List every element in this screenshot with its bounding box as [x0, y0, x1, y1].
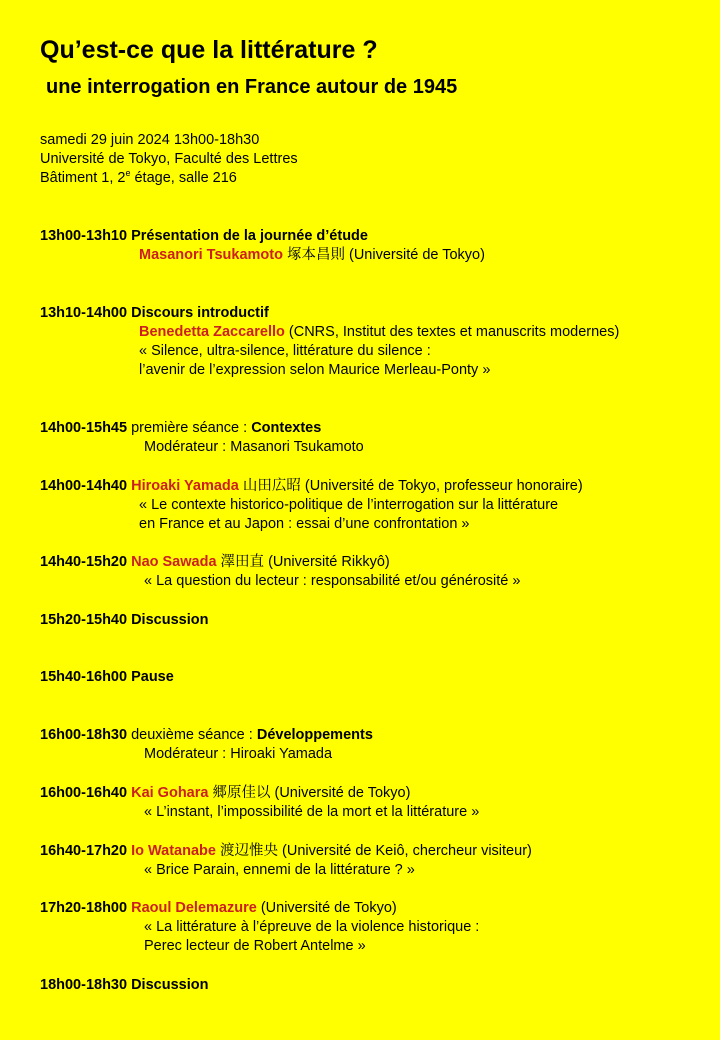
speaker-name: Nao Sawada: [131, 554, 217, 570]
speaker-affiliation: 郷原佳以 (Université de Tokyo): [208, 785, 411, 801]
speaker-name: Raoul Delemazure: [131, 900, 257, 916]
item-title: Présentation de la journée d’étude: [131, 228, 368, 244]
talk-title-line-1: « Brice Parain, ennemi de la littérature ? »: [144, 862, 415, 878]
event-info: [40, 131, 298, 188]
item-title: Discours introductif: [131, 305, 269, 321]
room-part-a: Bâtiment 1, 2: [40, 170, 126, 186]
program-section-second: [40, 726, 373, 764]
item-time: 16h00-18h30: [40, 727, 128, 743]
event-date: samedi 29 juin 2024 13h00-18h30: [40, 132, 260, 148]
speaker-affiliation: (Université de Tokyo): [256, 900, 397, 916]
moderator: Modérateur : Masanori Tsukamoto: [144, 439, 364, 455]
program-item-sawada: [40, 553, 520, 591]
item-time: 13h10-14h00: [40, 305, 128, 321]
item-time: 13h00-13h10: [40, 228, 128, 244]
speaker-name: Hiroaki Yamada: [131, 478, 239, 494]
page-title: Qu’est-ce que la littérature ?: [40, 36, 378, 64]
speaker-affiliation: 澤田直 (Université Rikkyô): [216, 554, 390, 570]
event-room: [40, 169, 298, 188]
item-time: 14h00-14h40: [40, 478, 128, 494]
speaker-affiliation: 塚本昌則 (Université de Tokyo): [282, 247, 485, 263]
program-item-presentation: [40, 227, 485, 265]
program-item-discussion-2: 18h00-18h30 Discussion: [40, 977, 209, 993]
talk-title-line-2: en France et au Japon : essai d’une confrontation »: [139, 516, 470, 532]
talk-title-line-1: « L’instant, l’impossibilité de la mort et la littérature »: [144, 804, 480, 820]
speaker-name: Benedetta Zaccarello: [139, 324, 285, 340]
program-item-watanabe: [40, 842, 532, 880]
talk-title-line-1: « Le contexte historico-politique de l’interrogation sur la littérature: [139, 497, 559, 513]
item-time: 17h20-18h00: [40, 900, 128, 916]
speaker-name: Io Watanabe: [131, 843, 216, 859]
item-time: 14h00-15h45: [40, 420, 128, 436]
page-subtitle: une interrogation en France autour de 1945: [46, 76, 458, 98]
item-time: 14h40-15h20: [40, 554, 128, 570]
event-place: Université de Tokyo, Faculté des Lettres: [40, 151, 298, 167]
speaker-affiliation: 渡辺惟央 (Université de Keiô, chercheur visiteur): [215, 843, 532, 859]
program-item-delemazure: [40, 899, 479, 956]
program-item-gohara: [40, 784, 479, 822]
moderator: Modérateur : Hiroaki Yamada: [144, 746, 333, 762]
section-title: Développements: [256, 727, 373, 743]
talk-title-line-1: « La littérature à l’épreuve de la violence historique :: [144, 919, 480, 935]
talk-title-line-2: Perec lecteur de Robert Antelme »: [144, 938, 366, 954]
program-item-discussion-1: 15h20-15h40 Discussion: [40, 612, 209, 628]
section-title: Contextes: [251, 420, 322, 436]
speaker-affiliation: 山田広昭 (Université de Tokyo, professeur honoraire): [238, 478, 583, 494]
room-part-b: étage, salle 216: [130, 170, 237, 186]
program-item-yamada: [40, 477, 583, 534]
talk-title-line-2: l’avenir de l’expression selon Maurice Merleau-Ponty »: [139, 362, 491, 378]
item-time: 16h00-16h40: [40, 785, 128, 801]
program-item-pause: 15h40-16h00 Pause: [40, 669, 174, 685]
room-sup: e: [125, 168, 131, 179]
program-section-first: [40, 419, 364, 457]
section-label: deuxième séance :: [127, 727, 257, 743]
talk-title-line-1: « La question du lecteur : responsabilité et/ou générosité »: [144, 573, 521, 589]
speaker-name: Kai Gohara: [131, 785, 209, 801]
section-label: première séance :: [127, 420, 252, 436]
speaker-affiliation: (CNRS, Institut des textes et manuscrits modernes): [284, 324, 620, 340]
program-item-intro: [40, 304, 619, 380]
item-time: 16h40-17h20: [40, 843, 128, 859]
talk-title-line-1: « Silence, ultra-silence, littérature du silence :: [139, 343, 431, 359]
speaker-name: Masanori Tsukamoto: [139, 247, 283, 263]
